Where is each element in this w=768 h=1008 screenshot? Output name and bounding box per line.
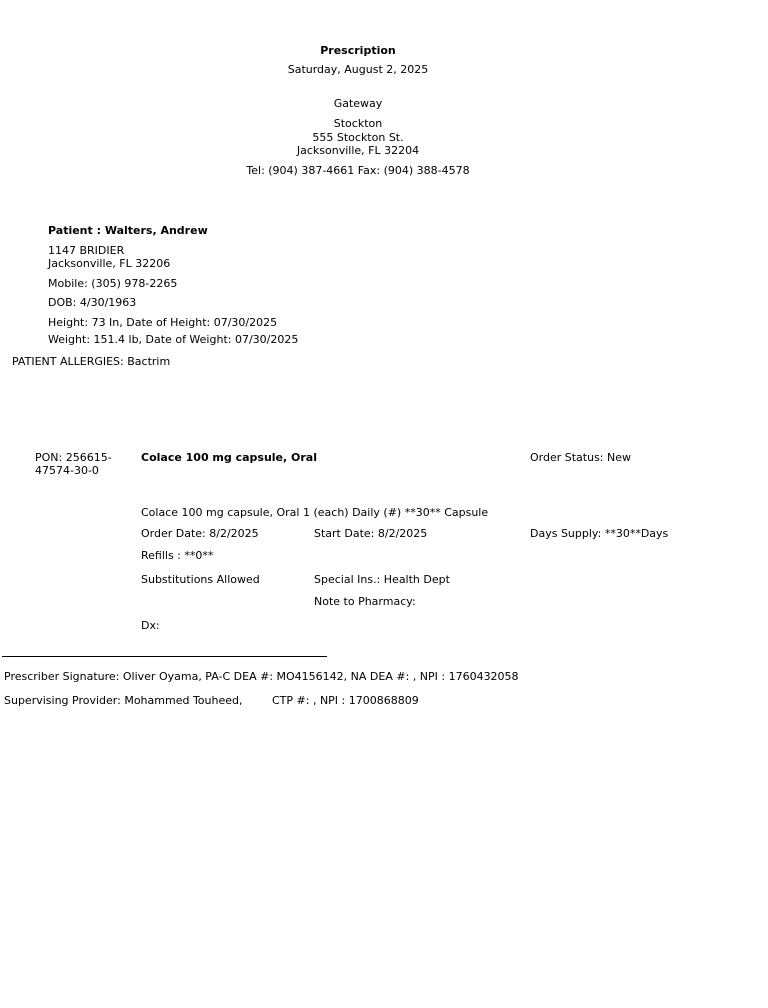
- document-date: Saturday, August 2, 2025: [287, 63, 429, 76]
- facility-city: Stockton: [333, 117, 383, 130]
- order-drug-title: Colace 100 mg capsule, Oral: [141, 451, 317, 464]
- order-refills: Refills : **0**: [141, 549, 214, 562]
- order-special-instructions: Special Ins.: Health Dept: [314, 573, 450, 586]
- signature-line: [2, 656, 327, 657]
- facility-phones: Tel: (904) 387-4661 Fax: (904) 388-4578: [246, 164, 470, 177]
- supervising-provider: Supervising Provider: Mohammed Touheed,: [4, 694, 243, 707]
- supervising-ctp-npi: CTP #: , NPI : 1700868809: [272, 694, 419, 707]
- facility-address-line2: Jacksonville, FL 32204: [296, 144, 420, 157]
- document-title: Prescription: [320, 44, 396, 57]
- facility-address-line1: 555 Stockton St.: [312, 131, 404, 144]
- order-note-to-pharmacy: Note to Pharmacy:: [314, 595, 416, 608]
- patient-address-line2: Jacksonville, FL 32206: [48, 257, 171, 270]
- order-start-date: Start Date: 8/2/2025: [314, 527, 428, 540]
- patient-address-line1: 1147 BRIDIER: [48, 244, 125, 257]
- order-status: Order Status: New: [530, 451, 632, 464]
- order-pon-line1: PON: 256615-: [35, 451, 112, 464]
- order-sig: Colace 100 mg capsule, Oral 1 (each) Daily (#) **30** Capsule: [141, 506, 489, 519]
- patient-height: Height: 73 In, Date of Height: 07/30/2025: [48, 316, 278, 329]
- order-date: Order Date: 8/2/2025: [141, 527, 259, 540]
- patient-dob: DOB: 4/30/1963: [48, 296, 137, 309]
- order-dx: Dx:: [141, 619, 160, 632]
- order-substitutions: Substitutions Allowed: [141, 573, 260, 586]
- patient-name: Patient : Walters, Andrew: [48, 224, 208, 237]
- patient-mobile: Mobile: (305) 978-2265: [48, 277, 178, 290]
- order-pon-line2: 47574-30-0: [35, 464, 99, 477]
- facility-name: Gateway: [333, 97, 383, 110]
- patient-weight: Weight: 151.4 lb, Date of Weight: 07/30/2025: [48, 333, 299, 346]
- prescriber-signature: Prescriber Signature: Oliver Oyama, PA-C DEA #: MO4156142, NA DEA #: , NPI : 1760432058: [4, 670, 519, 683]
- order-days-supply: Days Supply: **30**Days: [530, 527, 669, 540]
- patient-allergies: PATIENT ALLERGIES: Bactrim: [12, 355, 171, 368]
